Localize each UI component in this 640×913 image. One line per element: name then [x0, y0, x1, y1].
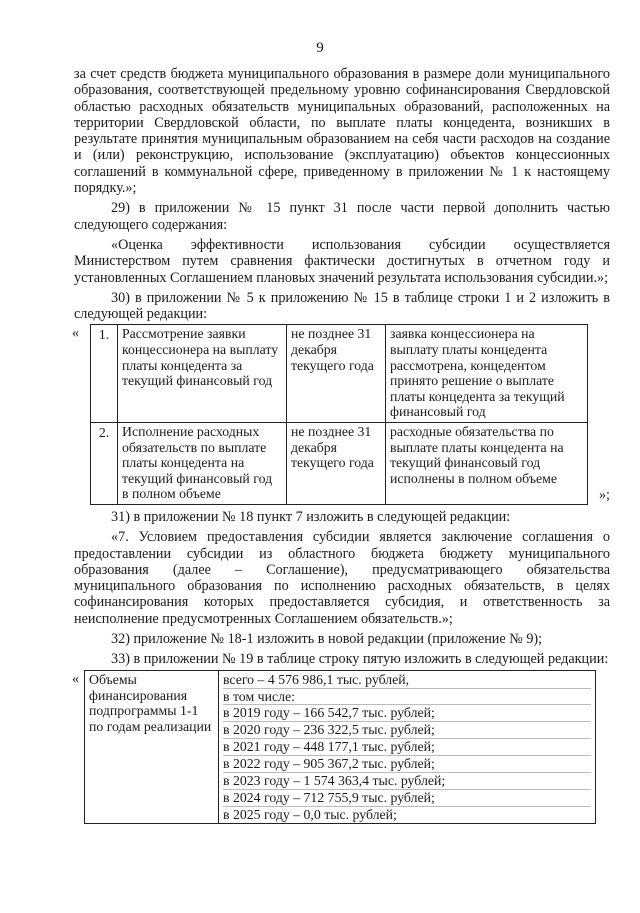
funding-line: всего – 4 576 986,1 тыс. рублей, [223, 672, 591, 689]
item-33: 33) в приложении № 19 в таблице строку пятую изложить в следующей редакции: [111, 651, 609, 668]
table-row [91, 423, 588, 505]
item-30: 30) в приложении № 5 к приложению № 15 в таблице строки 1 и 2 изложить в следующей редакции: [74, 289, 610, 323]
result-cell: расходные обязательства по выплате платы концедента на текущий финансовый год исполнены в полном объеме [386, 423, 588, 505]
quote-open: « [72, 670, 80, 687]
result-cell: заявка концессионера на выплату платы концедента рассмотрена, концедентом принято решение о выплате платы концедента за текущий финансовый год [386, 325, 588, 423]
funding-line: в 2022 году – 905 367,2 тыс. рублей; [223, 756, 591, 773]
paragraph-continuation: за счет средств бюджета муниципального образования в размере доли муниципального образования, соответствующей предельному уровню софинансирования Свердловской областью расходных обязательств муниципальных образований, расположенных на территории Свердловской области, по выплате платы концедента, возникших в результате принятия муниципальным образованием на себя части расходов на создание и (или) реконструкцию, использование (эксплуатацию) объектов концессионных соглашений в коммунальной сфере, приведенному в приложении № 1 к настоящему порядку.»; [74, 66, 610, 197]
table-30-wrapper [74, 324, 610, 505]
table-33-wrapper [74, 670, 610, 824]
item-29-quote: «Оценка эффективности использования субсидии осуществляется Министерством путем сравнения фактически достигнутых в отчетном году и установленных Соглашением плановых значений результата использования субсидии.»; [74, 236, 610, 286]
quote-open: « [72, 325, 80, 342]
funding-line: в 2020 году – 236 322,5 тыс. рублей; [223, 722, 591, 739]
funding-line: в 2024 году – 712 755,9 тыс. рублей; [223, 790, 591, 807]
funding-values-cell [219, 670, 596, 823]
funding-line: в 2023 году – 1 574 363,4 тыс. рублей; [223, 773, 591, 790]
deadline-cell: не позднее 31 декабря текущего года [287, 423, 386, 505]
event-cell: Рассмотрение заявки концессионера на выплату платы концедента за текущий финансовый год [118, 325, 287, 423]
funding-line: в 2019 году – 166 542,7 тыс. рублей; [223, 705, 591, 722]
event-cell: Исполнение расходных обязательств по выплате платы концедента на текущий финансовый год в полном объеме [118, 423, 287, 505]
page-number: 9 [316, 40, 324, 56]
table-row [91, 325, 588, 423]
deadline-cell: не позднее 31 декабря текущего года [287, 325, 386, 423]
document-body [74, 66, 610, 824]
funding-line: в 2021 году – 448 177,1 тыс. рублей; [223, 739, 591, 756]
quote-close: »; [598, 486, 610, 503]
table-33 [84, 670, 596, 824]
table-30 [90, 324, 588, 505]
item-29: 29) в приложении № 15 пункт 31 после части первой дополнить частью следующего содержания: [74, 200, 610, 233]
item-32: 32) приложение № 18-1 изложить в новой редакции (приложение № 9); [111, 631, 543, 648]
funding-label-cell: Объемы финансирования подпрограммы 1-1 по годам реализации [85, 670, 219, 823]
row-number: 1. [91, 325, 118, 423]
table-row [85, 670, 596, 823]
item-31: 31) в приложении № 18 пункт 7 изложить в следующей редакции: [111, 508, 511, 525]
row-number: 2. [91, 423, 118, 505]
item-31-quote: «7. Условием предоставления субсидии является заключение соглашения о предоставлении субсидии из областного бюджета бюджету муниципального образования (далее – Соглашение), предусматривающего обязательства муниципального образования по исполнению расходных обязательств, в целях софинансирования которых предоставляется субсидия, и ответственность за неисполнение предусмотренных Соглашением обязательств.»; [74, 529, 610, 627]
funding-line: в том числе: [223, 689, 591, 706]
funding-line: в 2025 году – 0,0 тыс. рублей; [223, 806, 397, 822]
